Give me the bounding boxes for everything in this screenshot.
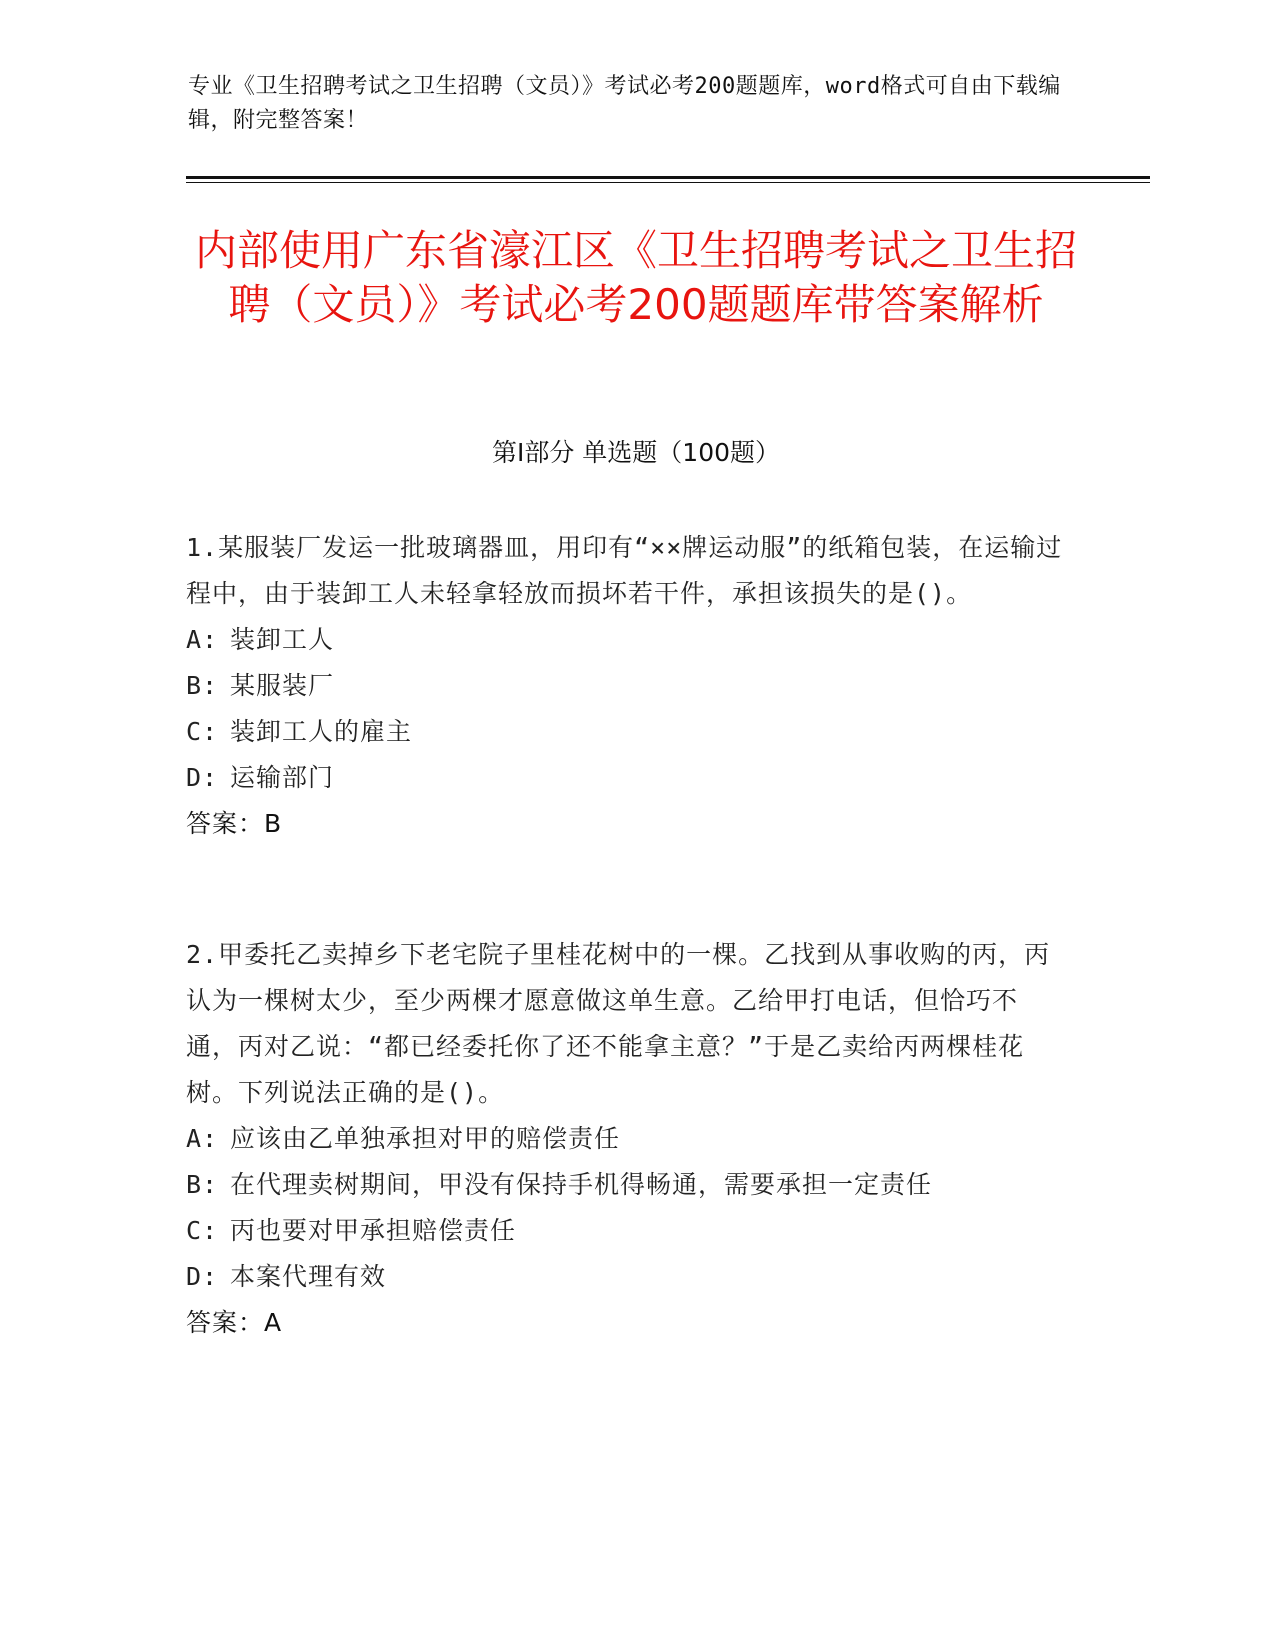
option-a	[186, 617, 1066, 663]
option-c	[186, 709, 1066, 755]
option-letter: C:	[186, 717, 219, 746]
option-c	[186, 1208, 1066, 1254]
option-letter: C:	[186, 1216, 219, 1245]
option-letter: A:	[186, 1124, 219, 1153]
option-letter: D:	[186, 763, 219, 792]
option-letter: B:	[186, 1170, 219, 1199]
option-text: 装卸工人	[230, 625, 335, 654]
section-heading: 第I部分 单选题（100题）	[491, 438, 781, 467]
document-title: 内部使用广东省濠江区《卫生招聘考试之卫生招聘（文员）》考试必考200题题库带答案解析	[194, 226, 1077, 329]
option-letter: B:	[186, 671, 219, 700]
option-text: 丙也要对甲承担赔偿责任	[230, 1216, 517, 1245]
option-letter: A:	[186, 625, 219, 654]
option-b	[186, 1162, 1066, 1208]
option-d	[186, 755, 1066, 801]
option-text: 某服装厂	[230, 671, 335, 700]
answer-line: 答案：B	[186, 809, 283, 838]
option-text: 在代理卖树期间，甲没有保持手机得畅通，需要承担一定责任	[230, 1170, 933, 1199]
question-stem: 2.甲委托乙卖掉乡下老宅院子里桂花树中的一棵。乙找到从事收购的丙，丙认为一棵树太少，至少两棵才愿意做这单生意。乙给甲打电话，但恰巧不通，丙对乙说：“都已经委托你了还不能拿主意？”于是乙卖给丙两棵桂花树。下列说法正确的是()。	[186, 940, 1051, 1107]
question-1	[186, 525, 1066, 847]
option-text: 装卸工人的雇主	[230, 717, 413, 746]
header-divider-thick	[186, 176, 1150, 179]
header-divider-thin	[186, 182, 1150, 183]
option-d	[186, 1254, 1066, 1300]
option-text: 运输部门	[230, 763, 335, 792]
option-text: 应该由乙单独承担对甲的赔偿责任	[230, 1124, 621, 1153]
option-a	[186, 1116, 1066, 1162]
option-b	[186, 663, 1066, 709]
option-text: 本案代理有效	[230, 1262, 387, 1291]
answer-line: 答案：A	[186, 1308, 283, 1337]
question-2	[186, 932, 1066, 1346]
option-letter: D:	[186, 1262, 219, 1291]
header-note: 专业《卫生招聘考试之卫生招聘（文员）》考试必考200题题库，word格式可自由下载编辑，附完整答案！	[188, 74, 1061, 133]
question-stem: 1.某服装厂发运一批玻璃器皿，用印有“××牌运动服”的纸箱包装，在运输过程中，由于装卸工人未轻拿轻放而损坏若干件，承担该损失的是()。	[186, 533, 1063, 608]
